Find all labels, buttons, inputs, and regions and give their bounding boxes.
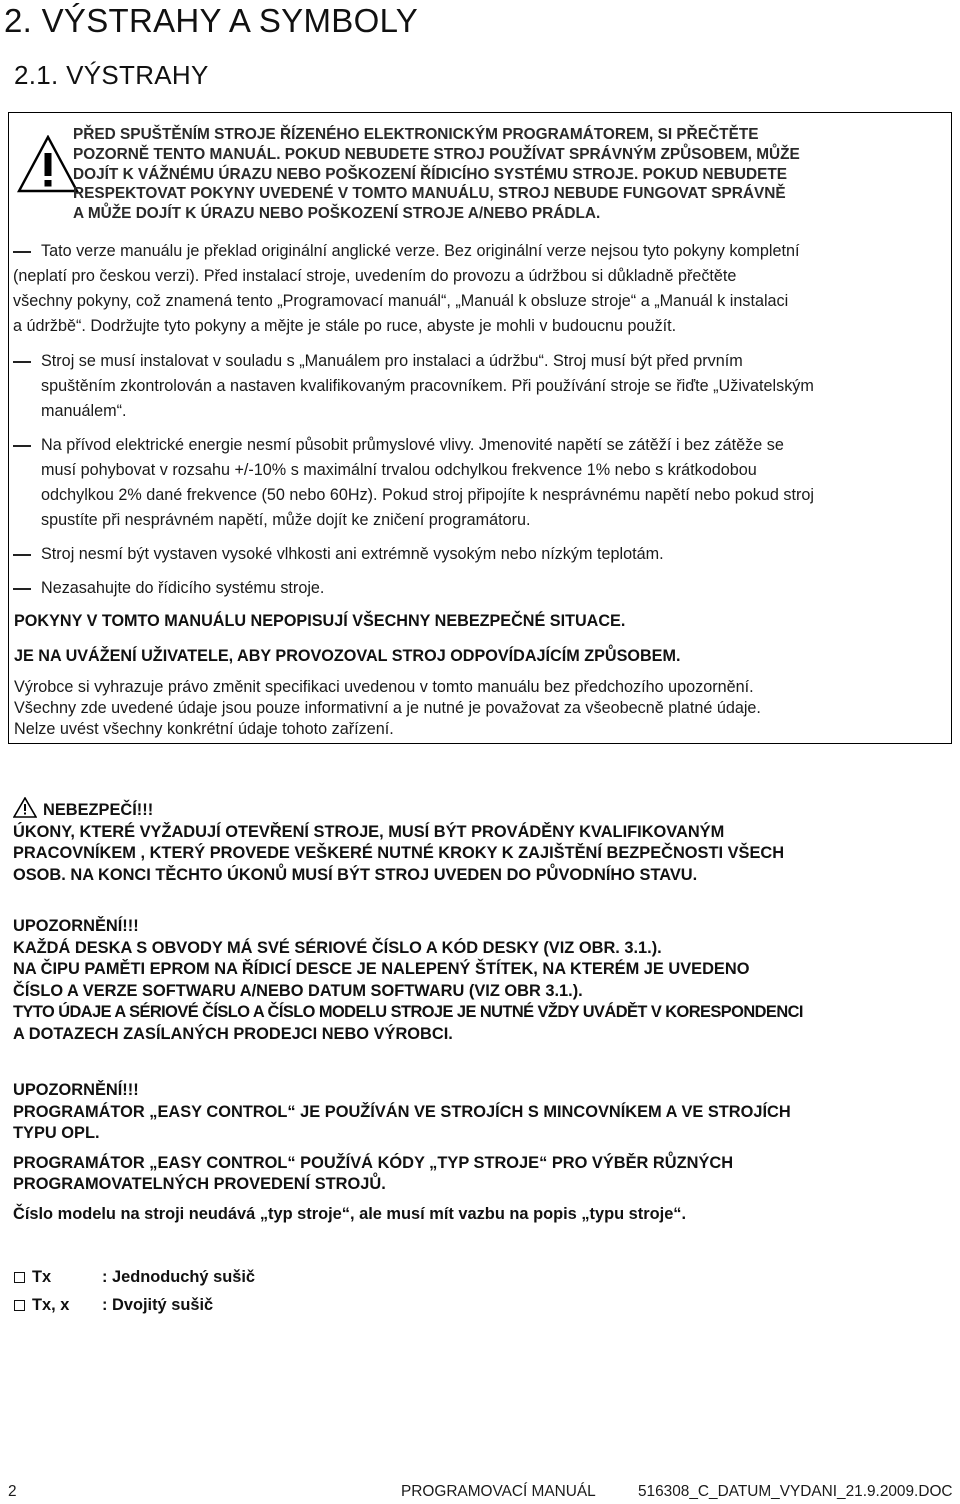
warning-caps-text bbox=[73, 125, 933, 224]
footer-title: PROGRAMOVACÍ MANUÁL bbox=[401, 1483, 596, 1500]
dash-bullet bbox=[13, 251, 31, 253]
checkbox-icon bbox=[14, 1300, 25, 1311]
checkbox-icon bbox=[14, 1272, 25, 1283]
type-row-double: Tx, x : Dvojitý sušič bbox=[14, 1296, 213, 1315]
warning-line: DOJÍT K VÁŽNÉMU ÚRAZU NEBO POŠKOZENÍ ŘÍDICÍHO SYSTÉMU STROJE. POKUD NEBUDETE bbox=[73, 165, 788, 183]
warning-triangle-icon bbox=[17, 135, 79, 193]
footer-document-id: 516308_C_DATUM_VYDANI_21.9.2009.DOC bbox=[638, 1483, 953, 1500]
notice-1-title: UPOZORNĚNÍ!!! bbox=[13, 917, 139, 935]
warning-line: PŘED SPUŠTĚNÍM STROJE ŘÍZENÉHO ELEKTRONICKÝM PROGRAMÁTOREM, SI PŘEČTĚTE bbox=[73, 126, 759, 143]
warning-item-translation: Tato verze manuálu je překlad originální anglické verze. Bez originální verze nejsou tyto pokyny kompletní (neplatí pro českou verzi). Před instalací stroje, uvedením do provozu a údržbou si důkladně přečtěte všechny pokyny, což znamená tento „Programovací manuál“, „Manuál k obsluze stroje“ a „Manuál k instalaci a údržbě“. Dodržujte tyto pokyny a mějte je stále po ruce, abyste je mohli v budoucnu použít. bbox=[13, 242, 800, 335]
notice-1-section: UPOZORNĚNÍ!!! KAŽDÁ DESKA S OBVODY MÁ SVÉ SÉRIOVÉ ČÍSLO A KÓD DESKY (VIZ OBR. 3.1.). NA ČIPU PAMĚTI EPROM NA ŘÍDICÍ DESCE JE NALEPENÝ ŠTÍTEK, NA KTERÉM JE UVEDENO ČÍSLO A VERZE SOFTWARU A/NEBO DATUM SOFTWARU (VIZ OBR 3.1.). TYTO ÚDAJE A SÉRIOVÉ ČÍSLO A ČÍSLO MODELU STROJE JE NUTNÉ VŽDY UVÁDĚT V KORESPONDENCI A DOTAZECH ZASÍLANÝCH PRODEJCI NEBO VÝROBCI. bbox=[13, 916, 943, 1046]
warning-box bbox=[8, 112, 952, 744]
dash-bullet bbox=[13, 554, 31, 556]
danger-title: NEBEZPEČÍ!!! bbox=[43, 801, 154, 819]
warning-item-control: Nezasahujte do řídicího systému stroje. bbox=[13, 576, 943, 601]
danger-section: NEBEZPEČÍ!!! ÚKONY, KTERÉ VYŽADUJÍ OTEVŘENÍ STROJE, MUSÍ BÝT PROVÁDĚNY KVALIFIKOVANÝM PRACOVNÍKEM , KTERÝ PROVEDE VEŠKERÉ NUTNÉ KROKY K ZAJIŠTĚNÍ BEZPEČNOSTI VŠECH OSOB. NA KONCI TĚCHTO ÚKONŮ MUSÍ BÝT STROJ UVEDEN DO PŮVODNÍHO STAVU. bbox=[13, 797, 943, 886]
page-heading: 2. VÝSTRAHY A SYMBOLY bbox=[4, 2, 419, 39]
warning-bold-2: JE NA UVÁŽENÍ UŽIVATELE, ABY PROVOZOVAL STROJ ODPOVÍDAJÍCÍM ZPŮSOBEM. bbox=[14, 647, 681, 665]
warning-bold-1: POKYNY V TOMTO MANUÁLU NEPOPISUJÍ VŠECHNY NEBEZPEČNÉ SITUACE. bbox=[14, 612, 626, 630]
warning-item-power: Na přívod elektrické energie nesmí působit průmyslové vlivy. Jmenovité napětí se zátěží i bez zátěže se musí pohybovat v rozsahu +/-10% s maximální trvalou odchylkou frekvence 1% nebo s krátkodobou odchylkou 2% dané frekvence (50 nebo 60Hz). Pokud stroj připojíte k nesprávnému napětí nebo pokud stroj spustíte při nesprávném napětí, může dojít ke zničení programátoru. bbox=[13, 433, 943, 533]
warning-line: A MŮŽE DOJÍT K ÚRAZU NEBO POŠKOZENÍ STROJE A/NEBO PRÁDLA. bbox=[73, 205, 601, 223]
dash-bullet bbox=[13, 361, 31, 363]
warning-item-humidity: Stroj nesmí být vystaven vysoké vlhkosti ani extrémně vysokým nebo nízkým teplotám. bbox=[13, 542, 943, 567]
dash-bullet bbox=[13, 588, 31, 590]
notice-2-title: UPOZORNĚNÍ!!! bbox=[13, 1081, 139, 1099]
warning-line: RESPEKTOVAT POKYNY UVEDENÉ V TOMTO MANUÁLU, STROJ NEBUDE FUNGOVAT SPRÁVNĚ bbox=[73, 185, 786, 203]
notice-2-section: UPOZORNĚNÍ!!! PROGRAMÁTOR „EASY CONTROL“ JE POUŽÍVÁN VE STROJÍCH S MINCOVNÍKEM A VE STROJÍCH TYPU OPL. PROGRAMÁTOR „EASY CONTROL“ POUŽÍVÁ KÓDY „TYP STROJE“ PRO VÝBĚR RŮZNÝCH PROGRAMOVATELNÝCH PROVEDENÍ STROJŮ. Číslo modelu na stroji neudává „typ stroje“, ale musí mít vazbu na popis „typu stroje“. bbox=[13, 1080, 943, 1226]
warning-closing: Výrobce si vyhrazuje právo změnit specifikaci uvedenou v tomto manuálu bez předchozího upozornění. Všechny zde uvedené údaje jsou pouze informativní a je nutné je považovat za všeobecně platné údaje. Nelze uvést všechny konkrétní údaje tohoto zařízení. bbox=[14, 678, 761, 738]
warning-triangle-icon bbox=[13, 797, 37, 818]
dash-bullet bbox=[13, 445, 31, 447]
warning-line: POZORNĚ TENTO MANUÁL. POKUD NEBUDETE STROJ POUŽÍVAT SPRÁVNÝM ZPŮSOBEM, MŮŽE bbox=[73, 145, 800, 163]
warning-item-installation: Stroj se musí instalovat v souladu s „Manuálem pro instalaci a údržbu“. Stroj musí být před prvním spuštěním zkontrolován a nastaven kvalifikovaným pracovníkem. Při používání stroje se řiďte „Uživatelským manuálem“. bbox=[13, 349, 943, 424]
type-row-single: Tx : Jednoduchý sušič bbox=[14, 1268, 255, 1287]
section-heading: 2.1. VÝSTRAHY bbox=[14, 60, 209, 90]
footer-page-number: 2 bbox=[8, 1483, 17, 1500]
